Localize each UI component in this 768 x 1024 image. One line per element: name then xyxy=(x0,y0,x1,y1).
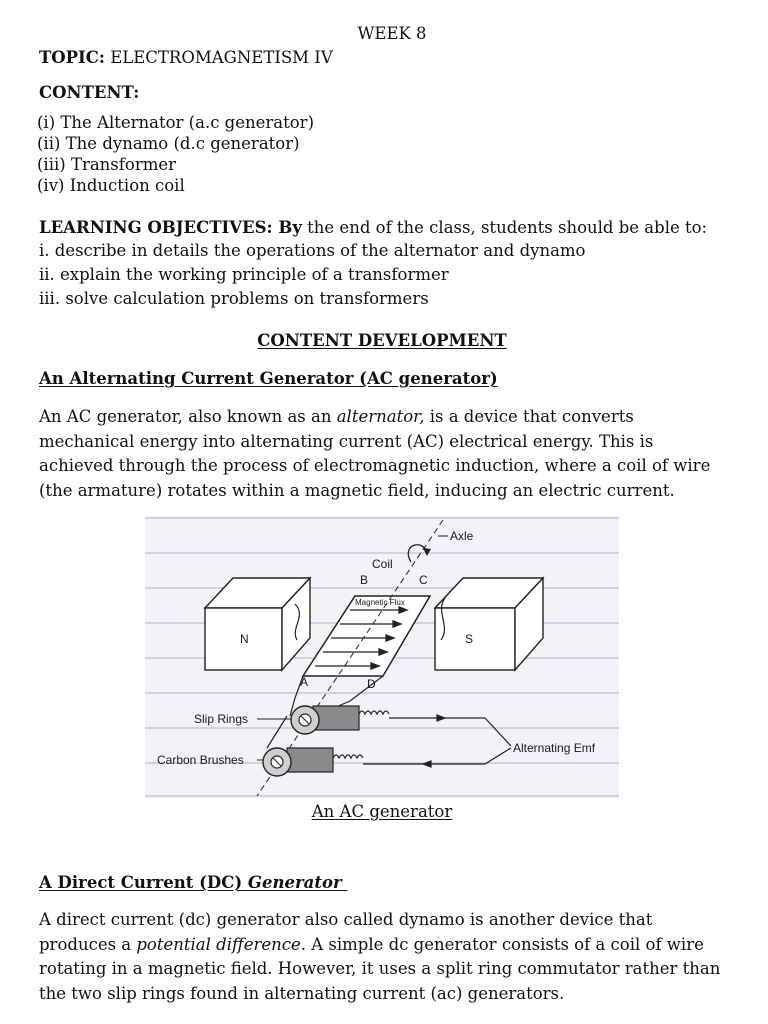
dc-paragraph xyxy=(39,908,729,1006)
topic-label: TOPIC: xyxy=(39,48,105,67)
objectives-line xyxy=(39,218,707,238)
label-axle: Axle xyxy=(450,529,474,543)
label-magnetic-flux: Magnetic Flux xyxy=(355,598,405,607)
content-development-heading: CONTENT DEVELOPMENT xyxy=(257,331,507,350)
content-heading: CONTENT: xyxy=(39,83,140,102)
coil-loop xyxy=(303,596,430,676)
ac-paragraph xyxy=(39,405,729,503)
south-magnet xyxy=(435,578,543,670)
north-magnet xyxy=(205,578,310,670)
label-d: D xyxy=(367,677,376,691)
content-item: (ii) The dynamo (d.c generator) xyxy=(37,134,300,153)
ac-paragraph-part: is a device that converts mechanical energy into alternating current (AC) electrical energy. This is achieved through the process of electromagnetic induction, where a coil of wire (the armature) rotates within a magnetic field, inducing an electric current. xyxy=(39,407,711,500)
week-label: WEEK 8 xyxy=(357,24,427,43)
content-item: (i) The Alternator (a.c generator) xyxy=(37,113,315,132)
ac-section-heading: An Alternating Current Generator (AC generator) xyxy=(39,369,498,388)
label-a: A xyxy=(300,675,309,689)
objectives-by: By xyxy=(272,218,302,237)
topic-line xyxy=(39,48,333,68)
topic-value: ELECTROMAGNETISM IV xyxy=(105,48,333,67)
dc-paragraph-part: A direct current (dc) generator also called dynamo is another device that produces a xyxy=(39,910,653,954)
label-coil: Coil xyxy=(372,557,393,571)
label-slip-rings: Slip Rings xyxy=(194,712,249,726)
dc-paragraph-italic: potential difference. xyxy=(136,934,306,954)
slip-ring-upper xyxy=(291,706,389,734)
ac-paragraph-part: An AC generator, also known as an xyxy=(39,407,337,426)
content-item: (iv) Induction coil xyxy=(37,176,185,195)
figure-caption: An AC generator xyxy=(311,802,453,821)
ac-generator-svg xyxy=(145,516,619,798)
objective-item: iii. solve calculation problems on transformers xyxy=(39,289,429,308)
objectives-intro: the end of the class, students should be able to: xyxy=(301,218,708,237)
ac-paragraph-italic: alternator, xyxy=(336,407,425,426)
label-carbon-brushes: Carbon Brushes xyxy=(157,753,244,767)
dc-section-heading xyxy=(39,873,347,893)
ac-generator-diagram xyxy=(145,516,619,798)
dc-heading-part: A Direct Current (DC) xyxy=(39,873,248,892)
label-alternating-emf: Alternating Emf xyxy=(513,741,596,755)
label-c: C xyxy=(419,573,428,587)
label-n: N xyxy=(240,632,249,646)
label-b: B xyxy=(360,573,369,587)
objective-item: ii. explain the working principle of a transformer xyxy=(39,265,449,284)
dc-paragraph-part: A simple dc generator consists of a coil of wire rotating in a magnetic field. However, it uses a split ring commutator rather than the two slip rings found in alternating current (ac) generators. xyxy=(39,934,721,1003)
content-item: (iii) Transformer xyxy=(37,155,177,174)
label-s: S xyxy=(465,632,474,646)
objectives-label: LEARNING OBJECTIVES: xyxy=(39,218,273,237)
slip-ring-lower xyxy=(263,748,363,776)
output-wires xyxy=(363,715,511,767)
objective-item: i. describe in details the operations of the alternator and dynamo xyxy=(39,241,586,260)
dc-heading-italic: Generator xyxy=(247,873,342,892)
